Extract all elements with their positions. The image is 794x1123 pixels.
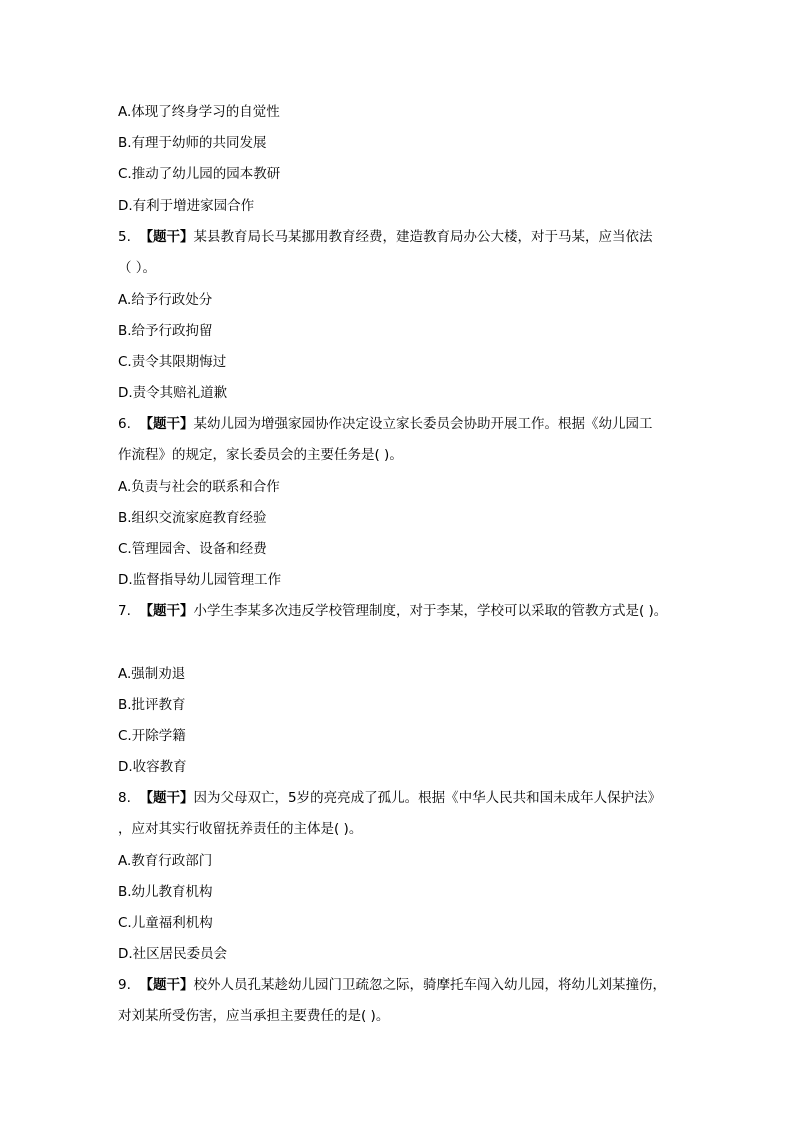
q7-number: 7. — [118, 603, 131, 619]
q5-stem — [118, 227, 652, 247]
q8-stem-line2: ，应对其实行收留抚养责任的主体是( )。 — [118, 821, 363, 837]
q5-stem-line2: （ ）。 — [118, 260, 157, 276]
q7-tag: 【题干】 — [139, 603, 194, 619]
q9-tag: 【题干】 — [139, 977, 194, 993]
q7-option-d: D.收容教育 — [118, 759, 187, 775]
q5-stem-line1: 某县教育局长马某挪用教育经费，建造教育局办公大楼，对于马某，应当依法 — [193, 229, 653, 245]
q7-option-c: C.开除学籍 — [118, 728, 186, 744]
q4-option-b: B.有理于幼师的共同发展 — [118, 135, 267, 151]
q6-option-d: D.监督指导幼儿园管理工作 — [118, 572, 282, 588]
q6-number: 6. — [118, 416, 131, 432]
q6-stem-line2: 作流程》的规定，家长委员会的主要任务是( )。 — [118, 447, 403, 463]
q9-stem-line1: 校外人员孔某趁幼儿园门卫疏忽之际，骑摩托车闯入幼儿园，将幼儿刘某撞伤， — [193, 977, 666, 993]
q6-stem — [118, 414, 652, 434]
q7-stem-line1: 小学生李某多次违反学校管理制度，对于李某，学校可以采取的管教方式是( )。 — [193, 603, 668, 619]
q7-stem — [118, 601, 667, 621]
q5-option-b: B.给予行政拘留 — [118, 323, 213, 339]
q7-option-b: B.批评教育 — [118, 697, 186, 713]
q9-stem — [118, 975, 666, 995]
q5-option-a: A.给予行政处分 — [118, 292, 213, 308]
q4-option-a: A.体现了终身学习的自觉性 — [118, 104, 280, 120]
q8-option-a: A.教育行政部门 — [118, 853, 213, 869]
q8-tag: 【题干】 — [139, 790, 194, 806]
q8-number: 8. — [118, 790, 131, 806]
q4-option-d: D.有利于增进家园合作 — [118, 198, 255, 214]
q6-option-a: A.负责与社会的联系和合作 — [118, 479, 280, 495]
q8-option-c: C.儿童福利机构 — [118, 915, 213, 931]
q5-option-c: C.责令其限期悔过 — [118, 354, 227, 370]
q8-stem-line1: 因为父母双亡，5岁的亮亮成了孤儿。根据《中华人民共和国未成年人保护法》 — [193, 790, 662, 806]
q5-tag: 【题干】 — [139, 229, 194, 245]
q9-number: 9. — [118, 977, 131, 993]
q6-tag: 【题干】 — [139, 416, 194, 432]
q6-option-c: C.管理园舍、设备和经费 — [118, 541, 267, 557]
q7-option-a: A.强制劝退 — [118, 666, 186, 682]
q6-stem-line1: 某幼儿园为增强家园协作决定设立家长委员会协助开展工作。根据《幼儿园工 — [193, 416, 653, 432]
q5-number: 5. — [118, 229, 131, 245]
q8-option-b: B.幼儿教育机构 — [118, 884, 213, 900]
q9-stem-line2: 对刘某所受伤害，应当承担主要费任的是( )。 — [118, 1008, 390, 1024]
q4-option-c: C.推动了幼儿园的园本教研 — [118, 166, 281, 182]
q5-option-d: D.责令其赔礼道歉 — [118, 385, 228, 401]
q8-stem — [118, 788, 661, 808]
q8-option-d: D.社区居民委员会 — [118, 946, 228, 962]
q6-option-b: B.组织交流家庭教育经验 — [118, 510, 267, 526]
